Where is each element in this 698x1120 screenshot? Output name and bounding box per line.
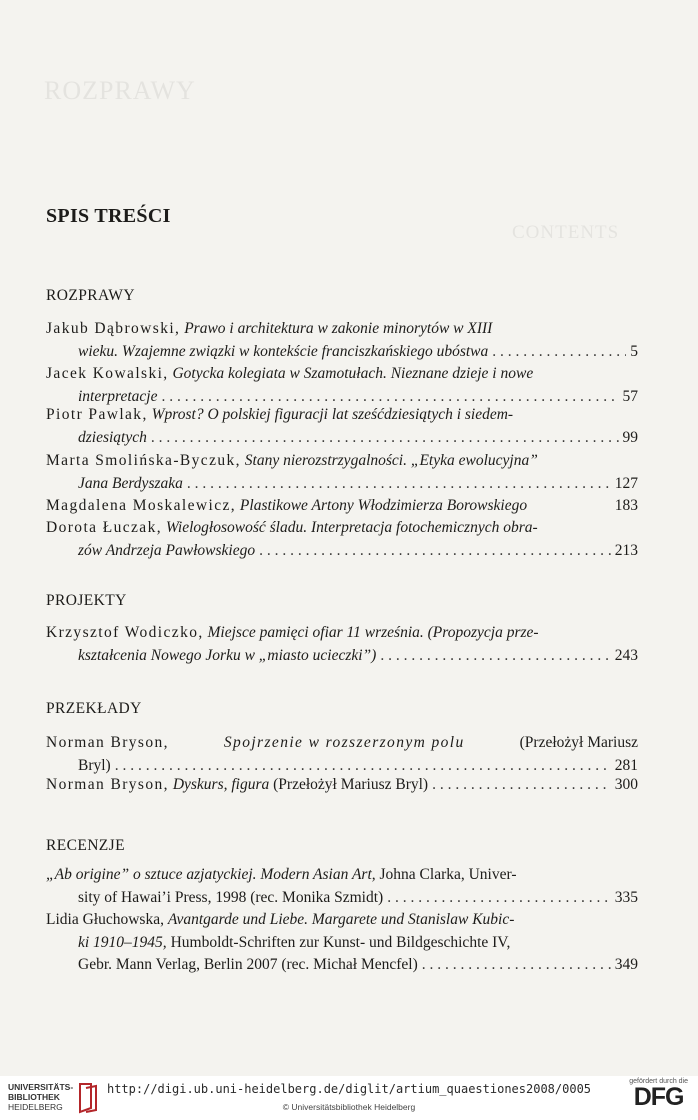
toc-entry[interactable] xyxy=(46,517,638,562)
entry-title: kształcenia Nowego Jorku w „miasto ucieczki”) xyxy=(78,646,377,664)
entry-author: Jacek Kowalski, xyxy=(46,365,169,382)
entry-publisher: Humboldt-Schriften zur Kunst- und Bildgeschichte IV, xyxy=(170,933,511,951)
library-name-line: HEIDELBERG xyxy=(8,1102,63,1112)
library-name-line: BIBLIOTHEK xyxy=(8,1092,60,1102)
entry-title: Wprost? O polskiej figuracji lat sześćdziesiątych i siedem- xyxy=(151,406,514,423)
entry-title: Miejsce pamięci ofiar 11 września. (Propozycja prze- xyxy=(207,624,539,641)
entry-author: Dorota Łuczak, xyxy=(46,519,162,536)
entry-title: „Ab origine” o sztuce azjatyckiej. Modern Asian Art, xyxy=(46,866,376,883)
entry-author: Norman Bryson, xyxy=(46,734,169,751)
entry-title: Stany nierozstrzygalności. „Etyka ewolucyjna” xyxy=(244,452,538,469)
section-title: RECENZJE xyxy=(46,837,125,854)
entry-title: Gotycka kolegiata w Szamotułach. Nieznane dzieje i nowe xyxy=(172,365,534,382)
entry-author: Jakub Dąbrowski, xyxy=(46,320,181,337)
section-title: PROJEKTY xyxy=(46,592,127,609)
entry-page-number: 183 xyxy=(614,497,638,514)
entry-page-number: 127 xyxy=(614,474,638,492)
entry-author: Piotr Pawlak, xyxy=(46,406,148,423)
funder-label: gefördert durch die xyxy=(629,1078,688,1085)
entry-page-number: 99 xyxy=(622,428,638,446)
entry-author: Magdalena Moskalewicz, xyxy=(46,497,237,514)
entry-author: Norman Bryson, xyxy=(46,776,169,793)
entry-title: Dyskurs, figura xyxy=(172,776,270,793)
toc-entry[interactable] xyxy=(46,450,638,495)
toc-entry[interactable] xyxy=(46,732,638,777)
entry-publisher: sity of Hawai’i Press, 1998 (rec. Monika Szmidt) xyxy=(78,888,384,906)
entry-page-number: 300 xyxy=(614,776,638,793)
entry-title: ki 1910–1945, xyxy=(78,933,167,951)
entry-page-number: 349 xyxy=(614,956,638,973)
entry-title: Wielogłosowość śladu. Interpretacja fotochemicznych obra- xyxy=(165,519,538,536)
entry-title: interpretacje xyxy=(78,387,158,405)
entry-author: Lidia Głuchowska, xyxy=(46,911,164,928)
page-title: SPIS TREŚCI xyxy=(46,205,171,227)
section-title: ROZPRAWY xyxy=(46,287,135,304)
entry-translator: (Przełożył Mariusz Bryl) xyxy=(273,776,429,793)
entry-title: dziesiątych xyxy=(78,428,147,446)
entry-title: Avantgarde und Liebe. Margarete und Stanislaw Kubic- xyxy=(167,911,515,928)
entry-title: wieku. Wzajemne związki w kontekście franciszkańskiego ubóstwa xyxy=(78,342,489,360)
toc-entry[interactable] xyxy=(46,622,638,667)
funder-mark: DFG xyxy=(633,1083,684,1111)
dfg-logo[interactable] xyxy=(629,1078,688,1110)
entry-author: Johna Clarka, Univer- xyxy=(379,866,517,883)
library-name-line: UNIVERSITÄTS- xyxy=(8,1082,74,1092)
section-title: PRZEKŁADY xyxy=(46,700,142,717)
entry-author: Krzysztof Wodiczko, xyxy=(46,624,204,641)
toc-entry[interactable] xyxy=(46,495,638,518)
entry-title: Prawo i architektura w zakonie minorytów w XIII xyxy=(184,320,493,337)
bleed-through-text: CONTENTS xyxy=(512,222,620,243)
entry-title: Jana Berdyszaka xyxy=(78,474,183,492)
toc-entry[interactable] xyxy=(46,909,638,977)
entry-page-number: 5 xyxy=(630,342,638,360)
entry-title: zów Andrzeja Pawłowskiego xyxy=(78,541,256,559)
digitization-footer xyxy=(0,1076,698,1120)
entry-author: Marta Smolińska-Byczuk, xyxy=(46,452,241,469)
toc-entry[interactable] xyxy=(46,404,638,449)
entry-page-number: 281 xyxy=(614,756,638,774)
source-url-link[interactable]: http://digi.ub.uni-heidelberg.de/diglit/artium_quaestiones2008/0005 xyxy=(106,1082,592,1096)
toc-entry[interactable] xyxy=(46,363,638,408)
toc-entry[interactable] xyxy=(46,774,638,797)
entry-page-number: 213 xyxy=(614,541,638,559)
entry-page-number: 57 xyxy=(622,387,638,405)
copyright-text: © Universitätsbibliothek Heidelberg xyxy=(282,1102,416,1112)
toc-entry[interactable] xyxy=(46,318,638,363)
entry-title: Spojrzenie w rozszerzonym polu xyxy=(223,734,465,751)
entry-page-number: 335 xyxy=(614,888,638,906)
entry-title: Plastikowe Artony Włodzimierza Borowskiego xyxy=(239,497,528,514)
entry-translator: (Przełożył Mariusz xyxy=(519,734,638,751)
entry-publisher: Gebr. Mann Verlag, Berlin 2007 (rec. Michał Mencfel) xyxy=(78,956,418,973)
toc-entry[interactable] xyxy=(46,864,638,909)
bleed-through-text: ROZPRAWY xyxy=(44,76,196,105)
entry-page-number: 243 xyxy=(614,646,638,664)
entry-translator: Bryl) xyxy=(78,756,111,774)
